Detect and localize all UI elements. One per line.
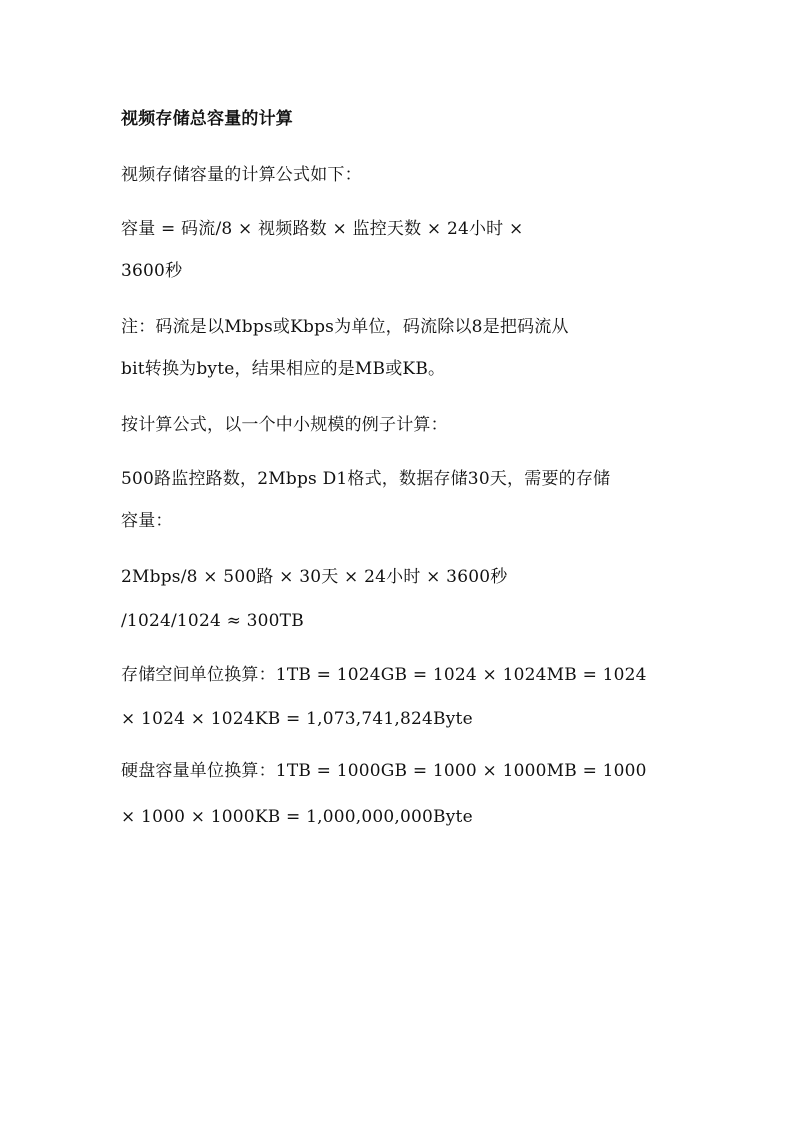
capacity-formula-line-2: 3600秒 [121,261,183,281]
example-description-line-1: 500路监控路数，2Mbps D1格式，数据存储30天，需要的存储 [121,469,611,489]
storage-unit-conversion-line-1: 存储空间单位换算：1TB = 1024GB = 1024 × 1024MB = 1024 [121,665,647,685]
note-line-2: bit转换为byte，结果相应的是MB或KB。 [121,359,446,379]
note-line-1: 注：码流是以Mbps或Kbps为单位，码流除以8是把码流从 [121,317,569,337]
disk-unit-conversion-line-2: × 1000 × 1000KB = 1,000,000,000Byte [121,807,473,827]
example-calculation-line-2: /1024/1024 ≈ 300TB [121,611,304,631]
example-calculation-line-1: 2Mbps/8 × 500路 × 30天 × 24小时 × 3600秒 [121,567,508,587]
formula-intro-text: 视频存储容量的计算公式如下： [121,165,362,185]
capacity-formula-line-1: 容量 = 码流/8 × 视频路数 × 监控天数 × 24小时 × [121,219,524,239]
storage-unit-conversion-line-2: × 1024 × 1024KB = 1,073,741,824Byte [121,709,473,729]
disk-unit-conversion-line-1: 硬盘容量单位换算：1TB = 1000GB = 1000 × 1000MB = 1000 [121,761,647,781]
example-intro-text: 按计算公式，以一个中小规模的例子计算： [121,415,448,435]
example-description-line-2: 容量： [121,511,173,531]
document-title: 视频存储总容量的计算 [121,109,293,129]
